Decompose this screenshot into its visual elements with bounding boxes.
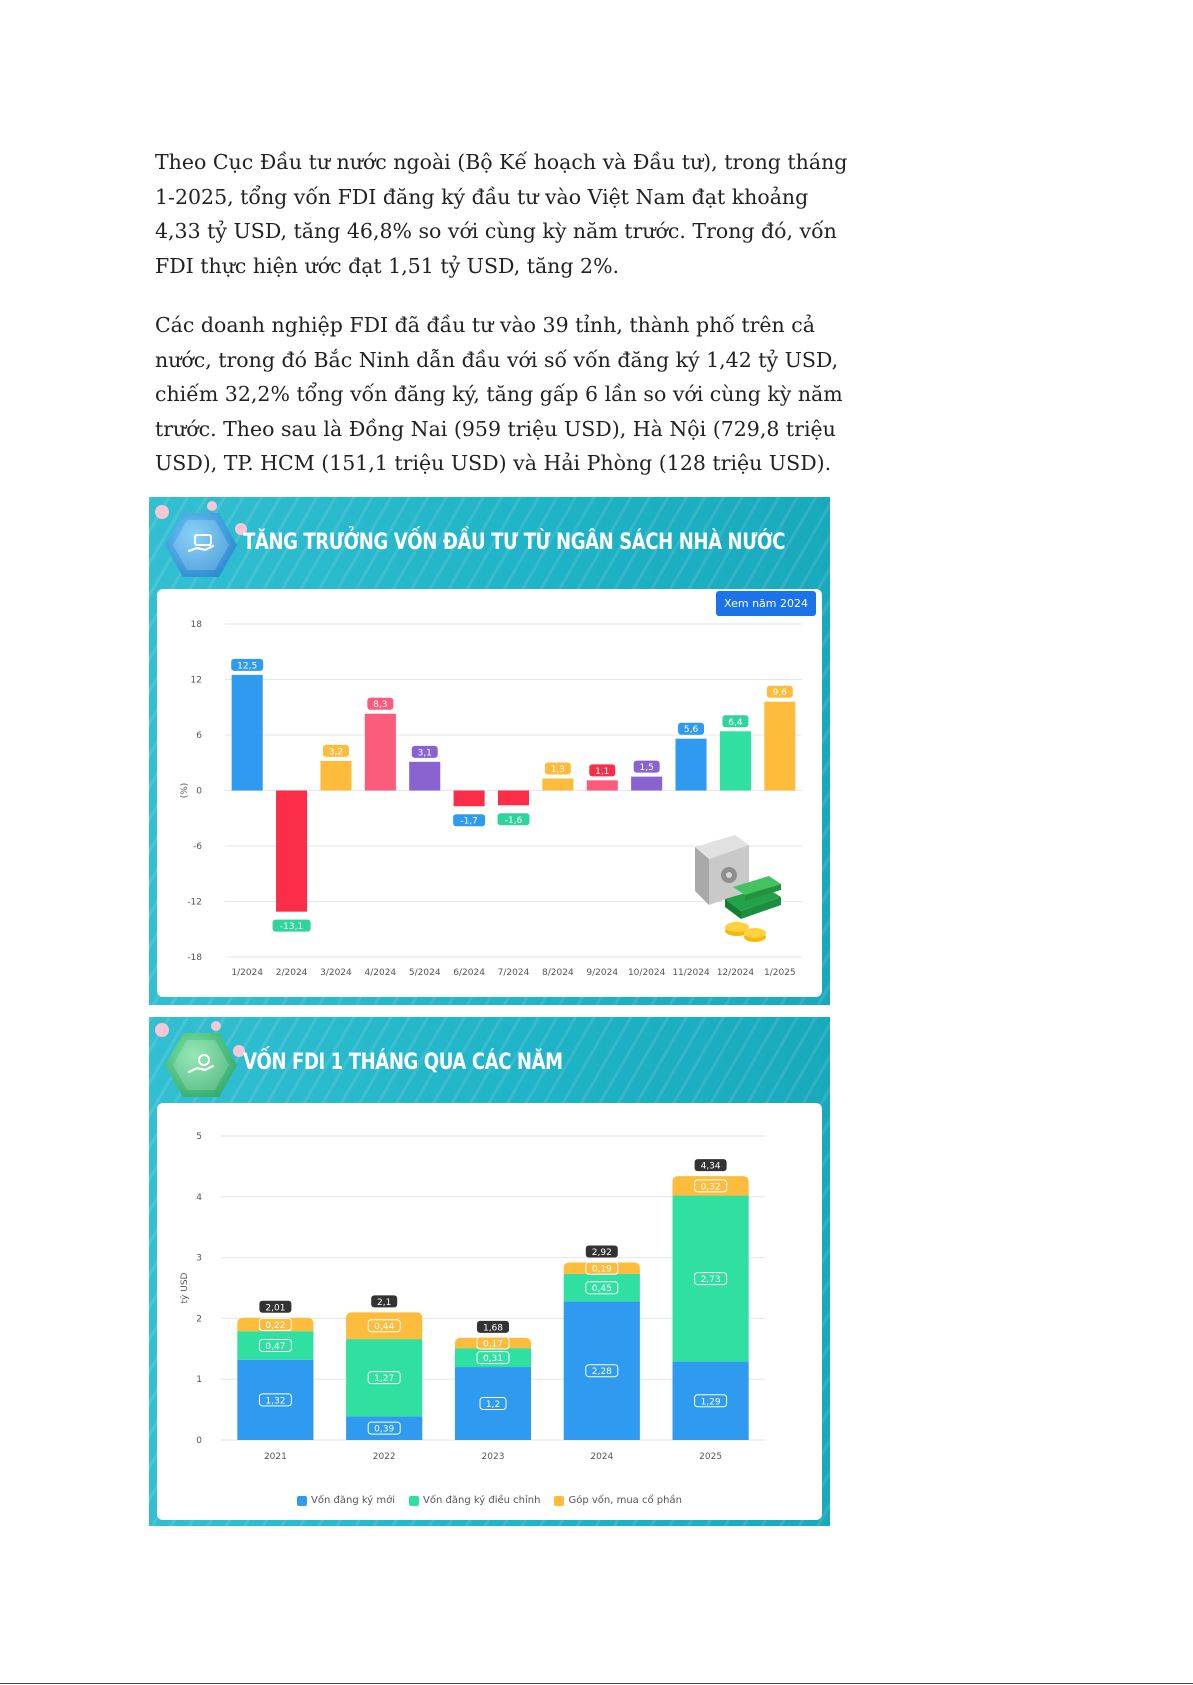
x-tick-label: 2021 — [263, 1452, 287, 1462]
legend-label: Vốn đăng ký điều chỉnh — [423, 1495, 541, 1506]
total-label: 2,1 — [377, 1297, 392, 1308]
total-label: 1,68 — [482, 1323, 504, 1334]
segment-label: 1,2 — [485, 1400, 501, 1411]
page-bottom-rule — [0, 1683, 1193, 1684]
x-tick-label: 12/2024 — [716, 968, 755, 978]
x-tick-label: 4/2024 — [364, 968, 397, 978]
chart-panel-fdi-by-year — [149, 1017, 830, 1526]
data-label: -1,6 — [504, 815, 523, 826]
y-tick-label: 0 — [196, 786, 202, 797]
data-label: 6,4 — [728, 717, 743, 728]
x-tick-label: 10/2024 — [627, 968, 666, 978]
blossom-decor — [207, 501, 217, 511]
bar — [631, 777, 662, 791]
y-tick-label: 3 — [196, 1253, 202, 1264]
segment-label: 1,27 — [374, 1374, 395, 1385]
data-label: 3,2 — [328, 747, 344, 758]
x-tick-label: 3/2024 — [320, 968, 352, 978]
x-tick-label: 11/2024 — [672, 968, 710, 978]
segment-label: 2,73 — [700, 1275, 721, 1286]
legend-item[interactable] — [409, 1495, 540, 1506]
data-label: 5,6 — [683, 725, 699, 736]
segment-label: 2,28 — [591, 1367, 612, 1378]
segment-label: 0,45 — [591, 1284, 612, 1295]
bar — [587, 780, 618, 790]
y-tick-label: 18 — [190, 620, 202, 630]
bar — [676, 739, 707, 791]
article-paragraph-1: Theo Cục Đầu tư nước ngoài (Bộ Kế hoạch và Đầu tư), trong tháng 1-2025, tổng vốn FDI đăng ký đầu tư vào Việt Nam đạt khoảng 4,33 tỷ USD, tăng 46,8% so với cùng kỳ năm trước. Trong đó, vốn FDI thực hiện ước đạt 1,51 tỷ USD, tăng 2%. — [155, 150, 848, 278]
chart-title: VỐN FDI 1 THÁNG QUA CÁC NĂM — [243, 1050, 563, 1075]
legend-item[interactable] — [297, 1495, 395, 1506]
x-tick-label: 2025 — [699, 1452, 723, 1462]
bar — [232, 675, 263, 791]
segment-label: 1,29 — [700, 1397, 721, 1408]
data-label: -1,7 — [460, 816, 478, 827]
data-label: 1,3 — [550, 764, 566, 775]
y-tick-label: 0 — [196, 1436, 202, 1446]
data-label: 8,3 — [373, 700, 388, 711]
data-label: 1,1 — [595, 766, 610, 777]
x-tick-label: 6/2024 — [453, 968, 485, 978]
total-label: 4,34 — [700, 1161, 721, 1172]
data-label: 9,6 — [772, 688, 787, 699]
y-tick-label: -12 — [187, 897, 202, 908]
bar — [320, 761, 351, 791]
y-tick-label: -6 — [193, 842, 202, 852]
bar — [542, 778, 573, 790]
blossom-decor — [155, 1023, 169, 1037]
segment-label: 0,17 — [482, 1339, 504, 1350]
view-year-button[interactable]: Xem năm 2024 — [716, 591, 816, 616]
total-label: 2,92 — [591, 1247, 612, 1258]
legend-label: Vốn đăng ký mới — [311, 1495, 396, 1506]
y-tick-label: 5 — [196, 1132, 202, 1142]
safe-money-icon — [689, 829, 789, 947]
segment-label: 0,44 — [374, 1322, 395, 1333]
blossom-decor — [155, 505, 169, 519]
x-tick-label: 8/2024 — [542, 968, 574, 978]
legend-swatch — [297, 1496, 307, 1506]
bar — [498, 791, 529, 806]
segment-label: 0,39 — [374, 1424, 395, 1435]
x-tick-label: 9/2024 — [586, 968, 619, 978]
data-label: 3,1 — [417, 748, 432, 759]
segment-label: 0,31 — [482, 1354, 504, 1365]
bar — [720, 731, 751, 790]
total-label: 2,01 — [265, 1303, 286, 1314]
y-axis-label: tỷ USD — [180, 1272, 190, 1304]
segment-label: 0,19 — [591, 1264, 612, 1275]
chart-card — [157, 1103, 822, 1520]
bar — [276, 791, 307, 912]
data-label: 12,5 — [237, 661, 258, 672]
bar — [365, 714, 396, 791]
legend-swatch — [409, 1496, 419, 1506]
y-tick-label: 2 — [196, 1314, 202, 1325]
x-tick-label: 5/2024 — [408, 968, 441, 978]
segment-label: 0,22 — [265, 1320, 286, 1331]
x-tick-label: 2024 — [590, 1452, 614, 1462]
y-tick-label: 12 — [190, 675, 202, 686]
data-label: 1,5 — [639, 763, 654, 774]
legend-swatch — [554, 1496, 564, 1506]
article-paragraph-2: Các doanh nghiệp FDI đã đầu tư vào 39 tỉnh, thành phố trên cả nước, trong đó Bắc Ninh dẫn đầu với số vốn đăng ký 1,42 tỷ USD, chiếm 32,2% tổng vốn đăng ký, tăng gấp 6 lần so với cùng kỳ năm trước. Theo sau là Đồng Nai (959 triệu USD), Hà Nội (729,8 triệu USD), TP. HCM (151,1 triệu USD) và Hải Phòng (128 triệu USD). — [155, 313, 843, 475]
legend-item[interactable] — [554, 1495, 681, 1506]
x-tick-label: 2023 — [481, 1452, 505, 1462]
chart-title: TĂNG TRƯỞNG VỐN ĐẦU TƯ TỪ NGÂN SÁCH NHÀ NƯỚC — [243, 530, 786, 555]
bar — [764, 702, 795, 791]
blossom-decor — [211, 1021, 221, 1031]
x-tick-label: 1/2025 — [763, 968, 796, 978]
chart-legend — [157, 1495, 822, 1506]
invest-hand-icon — [165, 1033, 237, 1097]
y-tick-label: 4 — [196, 1192, 202, 1203]
x-tick-label: 2/2024 — [275, 968, 308, 978]
x-tick-label: 1/2024 — [231, 968, 264, 978]
bar — [409, 762, 440, 791]
legend-label: Góp vốn, mua cổ phần — [568, 1495, 682, 1506]
segment-label: 0,32 — [700, 1182, 721, 1193]
data-label: -13,1 — [279, 922, 304, 933]
segment-label: 0,47 — [265, 1341, 286, 1352]
y-axis-label: (%) — [180, 782, 190, 799]
chart-card — [157, 589, 822, 997]
fdi-by-year-chart — [157, 1103, 822, 1520]
chart-panel-budget-growth — [149, 497, 830, 1005]
x-tick-label: 7/2024 — [497, 968, 530, 978]
bar — [454, 791, 485, 807]
x-tick-label: 2022 — [372, 1452, 396, 1462]
y-tick-label: 6 — [196, 731, 202, 741]
segment-label: 1,32 — [265, 1396, 286, 1407]
y-tick-label: 1 — [196, 1375, 202, 1386]
y-tick-label: -18 — [187, 953, 202, 963]
money-hand-icon — [165, 513, 237, 577]
